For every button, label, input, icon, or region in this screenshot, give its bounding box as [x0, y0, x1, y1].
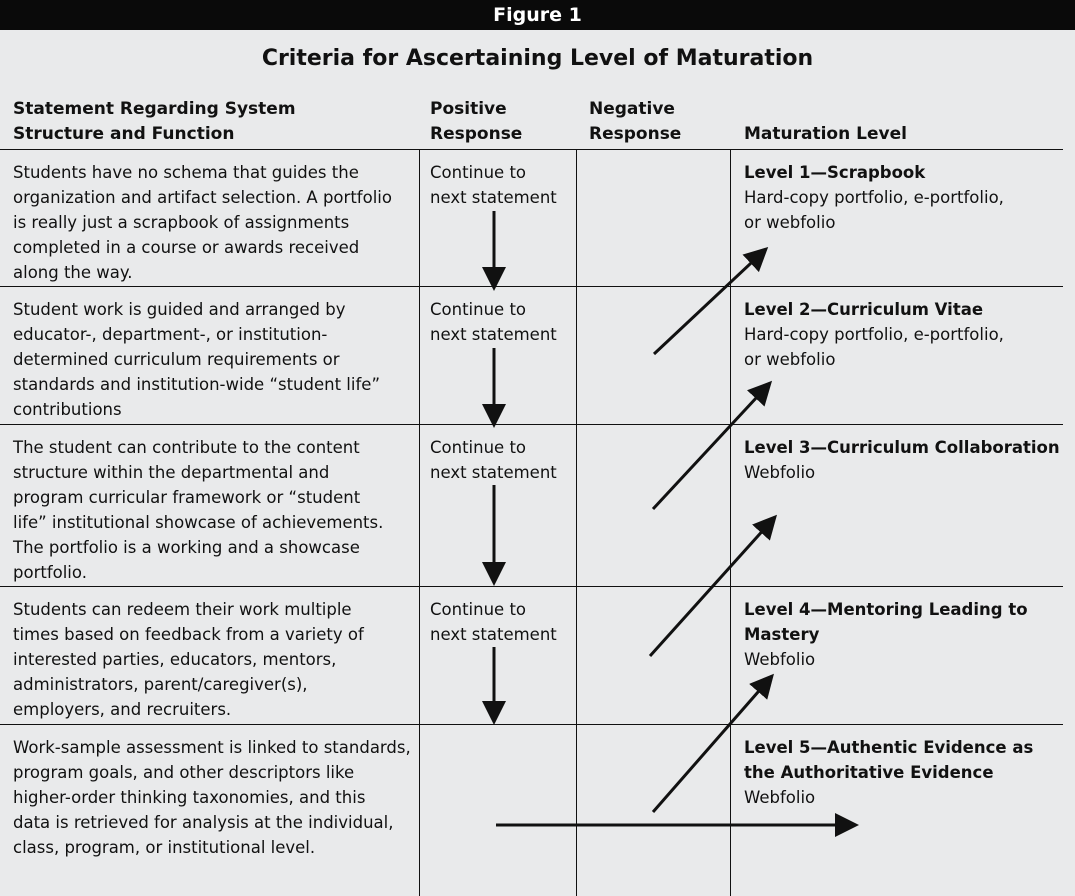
statement-line: The portfolio is a working and a showcase [13, 538, 360, 557]
header-level-line: Maturation Level [744, 124, 907, 144]
positive-response-line: next statement [430, 625, 557, 644]
statement-line: portfolio. [13, 563, 87, 582]
statement-line: contributions [13, 400, 122, 419]
positive-response-line: Continue to [430, 163, 527, 182]
level-description: or webfolio [744, 350, 836, 369]
level-title: the Authoritative Evidence [744, 763, 994, 782]
statement-line: educator-, department-, or institution- [13, 325, 328, 344]
level-description: or webfolio [744, 213, 836, 232]
negative-to-level-3-arrow [650, 517, 775, 656]
positive-response-line: Continue to [430, 438, 527, 457]
level-title: Level 2—Curriculum Vitae [744, 300, 984, 319]
statement-line: organization and artifact selection. A portfolio [13, 188, 392, 207]
statement-line: Student work is guided and arranged by [13, 300, 346, 319]
level-description: Webfolio [744, 650, 816, 669]
figure-title: Criteria for Ascertaining Level of Maturation [261, 46, 814, 71]
level-description: Hard-copy portfolio, e-portfolio, [744, 188, 1004, 207]
statement-line: completed in a course or awards received [13, 238, 360, 257]
statement-line: data is retrieved for analysis at the individual, [13, 813, 394, 832]
statement-line: Students have no schema that guides the [13, 163, 359, 182]
statement-line: class, program, or institutional level. [13, 838, 316, 857]
statement-line: interested parties, educators, mentors, [13, 650, 337, 669]
statement-line: is really just a scrapbook of assignments [13, 213, 350, 232]
header-positive-line: Response [430, 124, 523, 144]
statement-line: Work-sample assessment is linked to standards, [13, 738, 411, 757]
statement-line: higher-order thinking taxonomies, and this [13, 788, 366, 807]
statement-line: Students can redeem their work multiple [13, 600, 352, 619]
positive-response-line: next statement [430, 325, 557, 344]
negative-to-level-4-arrow [653, 676, 772, 812]
statement-line: determined curriculum requirements or [13, 350, 340, 369]
statement-line: program curricular framework or “student [13, 488, 361, 507]
statement-line: employers, and recruiters. [13, 700, 232, 719]
statement-line: structure within the departmental and [13, 463, 330, 482]
statement-line: The student can contribute to the content [13, 438, 360, 457]
negative-to-level-1-arrow [654, 249, 766, 354]
header-negative-line: Negative [589, 99, 675, 119]
statement-line: along the way. [13, 263, 133, 282]
level-description: Webfolio [744, 788, 816, 807]
level-title: Level 1—Scrapbook [744, 163, 926, 182]
header-statement-line: Structure and Function [13, 124, 235, 144]
level-description: Webfolio [744, 463, 816, 482]
header-negative-line: Response [589, 124, 682, 144]
statement-line: standards and institution-wide “student life” [13, 375, 380, 394]
level-title: Level 5—Authentic Evidence as [744, 738, 1034, 757]
header-positive-line: Positive [430, 99, 507, 119]
level-title: Level 4—Mentoring Leading to [744, 600, 1028, 619]
statement-line: program goals, and other descriptors like [13, 763, 355, 782]
positive-response-line: Continue to [430, 300, 527, 319]
level-title: Level 3—Curriculum Collaboration [744, 438, 1060, 457]
negative-to-level-2-arrow [653, 383, 770, 509]
statement-line: administrators, parent/caregiver(s), [13, 675, 308, 694]
figure-banner: Figure 1 [0, 0, 1075, 30]
positive-response-line: next statement [430, 463, 557, 482]
statement-line: times based on feedback from a variety of [13, 625, 364, 644]
level-description: Hard-copy portfolio, e-portfolio, [744, 325, 1004, 344]
positive-response-line: next statement [430, 188, 557, 207]
statement-line: life” institutional showcase of achievements. [13, 513, 384, 532]
positive-response-line: Continue to [430, 600, 527, 619]
level-title: Mastery [744, 625, 820, 644]
header-statement-line: Statement Regarding System [13, 99, 296, 119]
